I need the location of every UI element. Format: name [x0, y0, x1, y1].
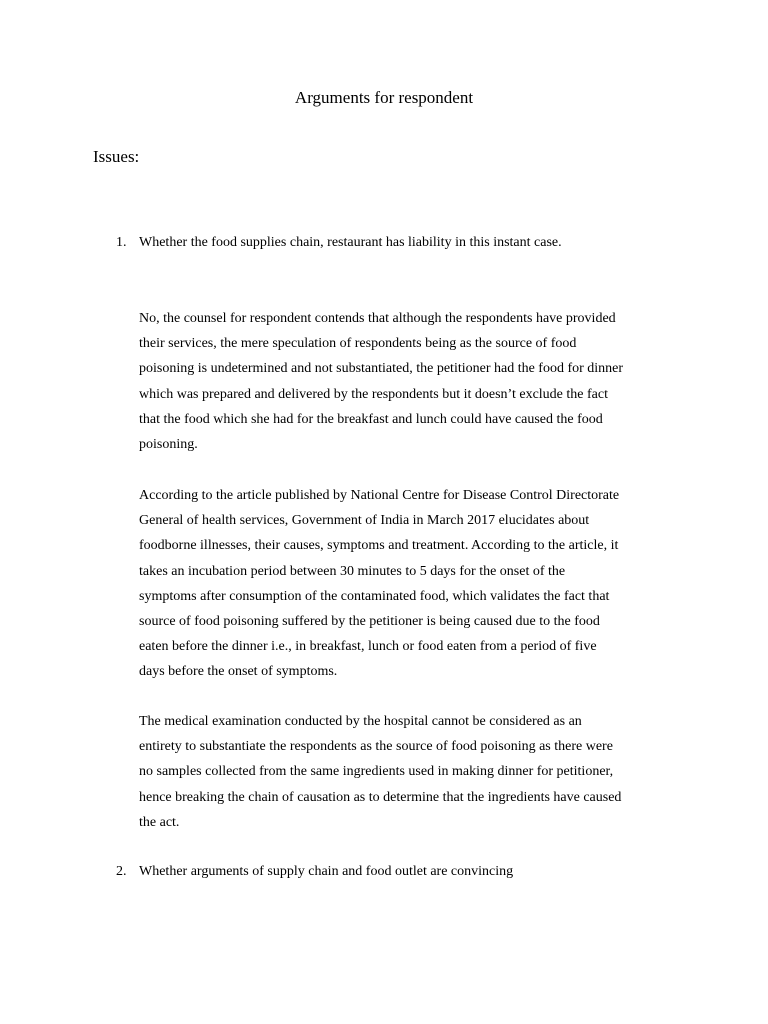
paragraph-1: [139, 306, 679, 457]
paragraph-2-line: According to the article published by National Centre for Disease Control Directorate: [139, 488, 620, 503]
issue-1-number: 1.: [116, 235, 127, 250]
paragraph-3-line: The medical examination conducted by the hospital cannot be considered as an: [139, 714, 582, 729]
paragraph-1-line: No, the counsel for respondent contends that although the respondents have provided: [139, 311, 616, 326]
paragraph-3-line: the act.: [139, 814, 180, 830]
issue-1-text: Whether the food supplies chain, restaurant has liability in this instant case.: [139, 235, 562, 250]
paragraph-1-line: poisoning is undetermined and not substantiated, the petitioner had the food for dinner: [139, 361, 624, 377]
paragraph-3-line: hence breaking the chain of causation as to determine that the ingredients have caused: [139, 789, 622, 805]
document-title: Arguments for respondent: [294, 88, 474, 107]
paragraph-1-line: their services, the mere speculation of respondents being as the source of food: [139, 336, 577, 352]
paragraph-1-line: which was prepared and delivered by the respondents but it doesn’t exclude the fact: [139, 386, 608, 402]
paragraph-2: [139, 483, 679, 685]
paragraph-3: [139, 709, 679, 835]
issues-heading: Issues:: [93, 147, 140, 166]
paragraph-2-line: eaten before the dinner i.e., in breakfast, lunch or food eaten from a period of five: [139, 639, 597, 655]
paragraph-2-line: takes an incubation period between 30 minutes to 5 days for the onset of the: [139, 563, 566, 579]
paragraph-2-line: days before the onset of symptoms.: [139, 664, 338, 680]
paragraph-2-line: General of health services, Government of India in March 2017 elucidates about: [139, 513, 590, 529]
paragraph-3-line: entirety to substantiate the respondents as the source of food poisoning as there were: [139, 739, 613, 755]
paragraph-1-line: that the food which she had for the breakfast and lunch could have caused the food: [139, 411, 603, 427]
issue-1: [116, 234, 562, 252]
issue-2-text: Whether arguments of supply chain and food outlet are convincing: [139, 864, 514, 879]
paragraph-2-line: symptoms after consumption of the contaminated food, which validates the fact that: [139, 588, 610, 604]
paragraph-3-line: no samples collected from the same ingredients used in making dinner for petitioner,: [139, 764, 614, 780]
issue-2-number: 2.: [116, 864, 127, 879]
paragraph-2-line: source of food poisoning suffered by the petitioner is being caused due to the food: [139, 614, 600, 630]
issue-2: [116, 863, 513, 881]
paragraph-1-line: poisoning.: [139, 437, 198, 453]
paragraph-2-line: foodborne illnesses, their causes, symptoms and treatment. According to the article, it: [139, 538, 619, 554]
